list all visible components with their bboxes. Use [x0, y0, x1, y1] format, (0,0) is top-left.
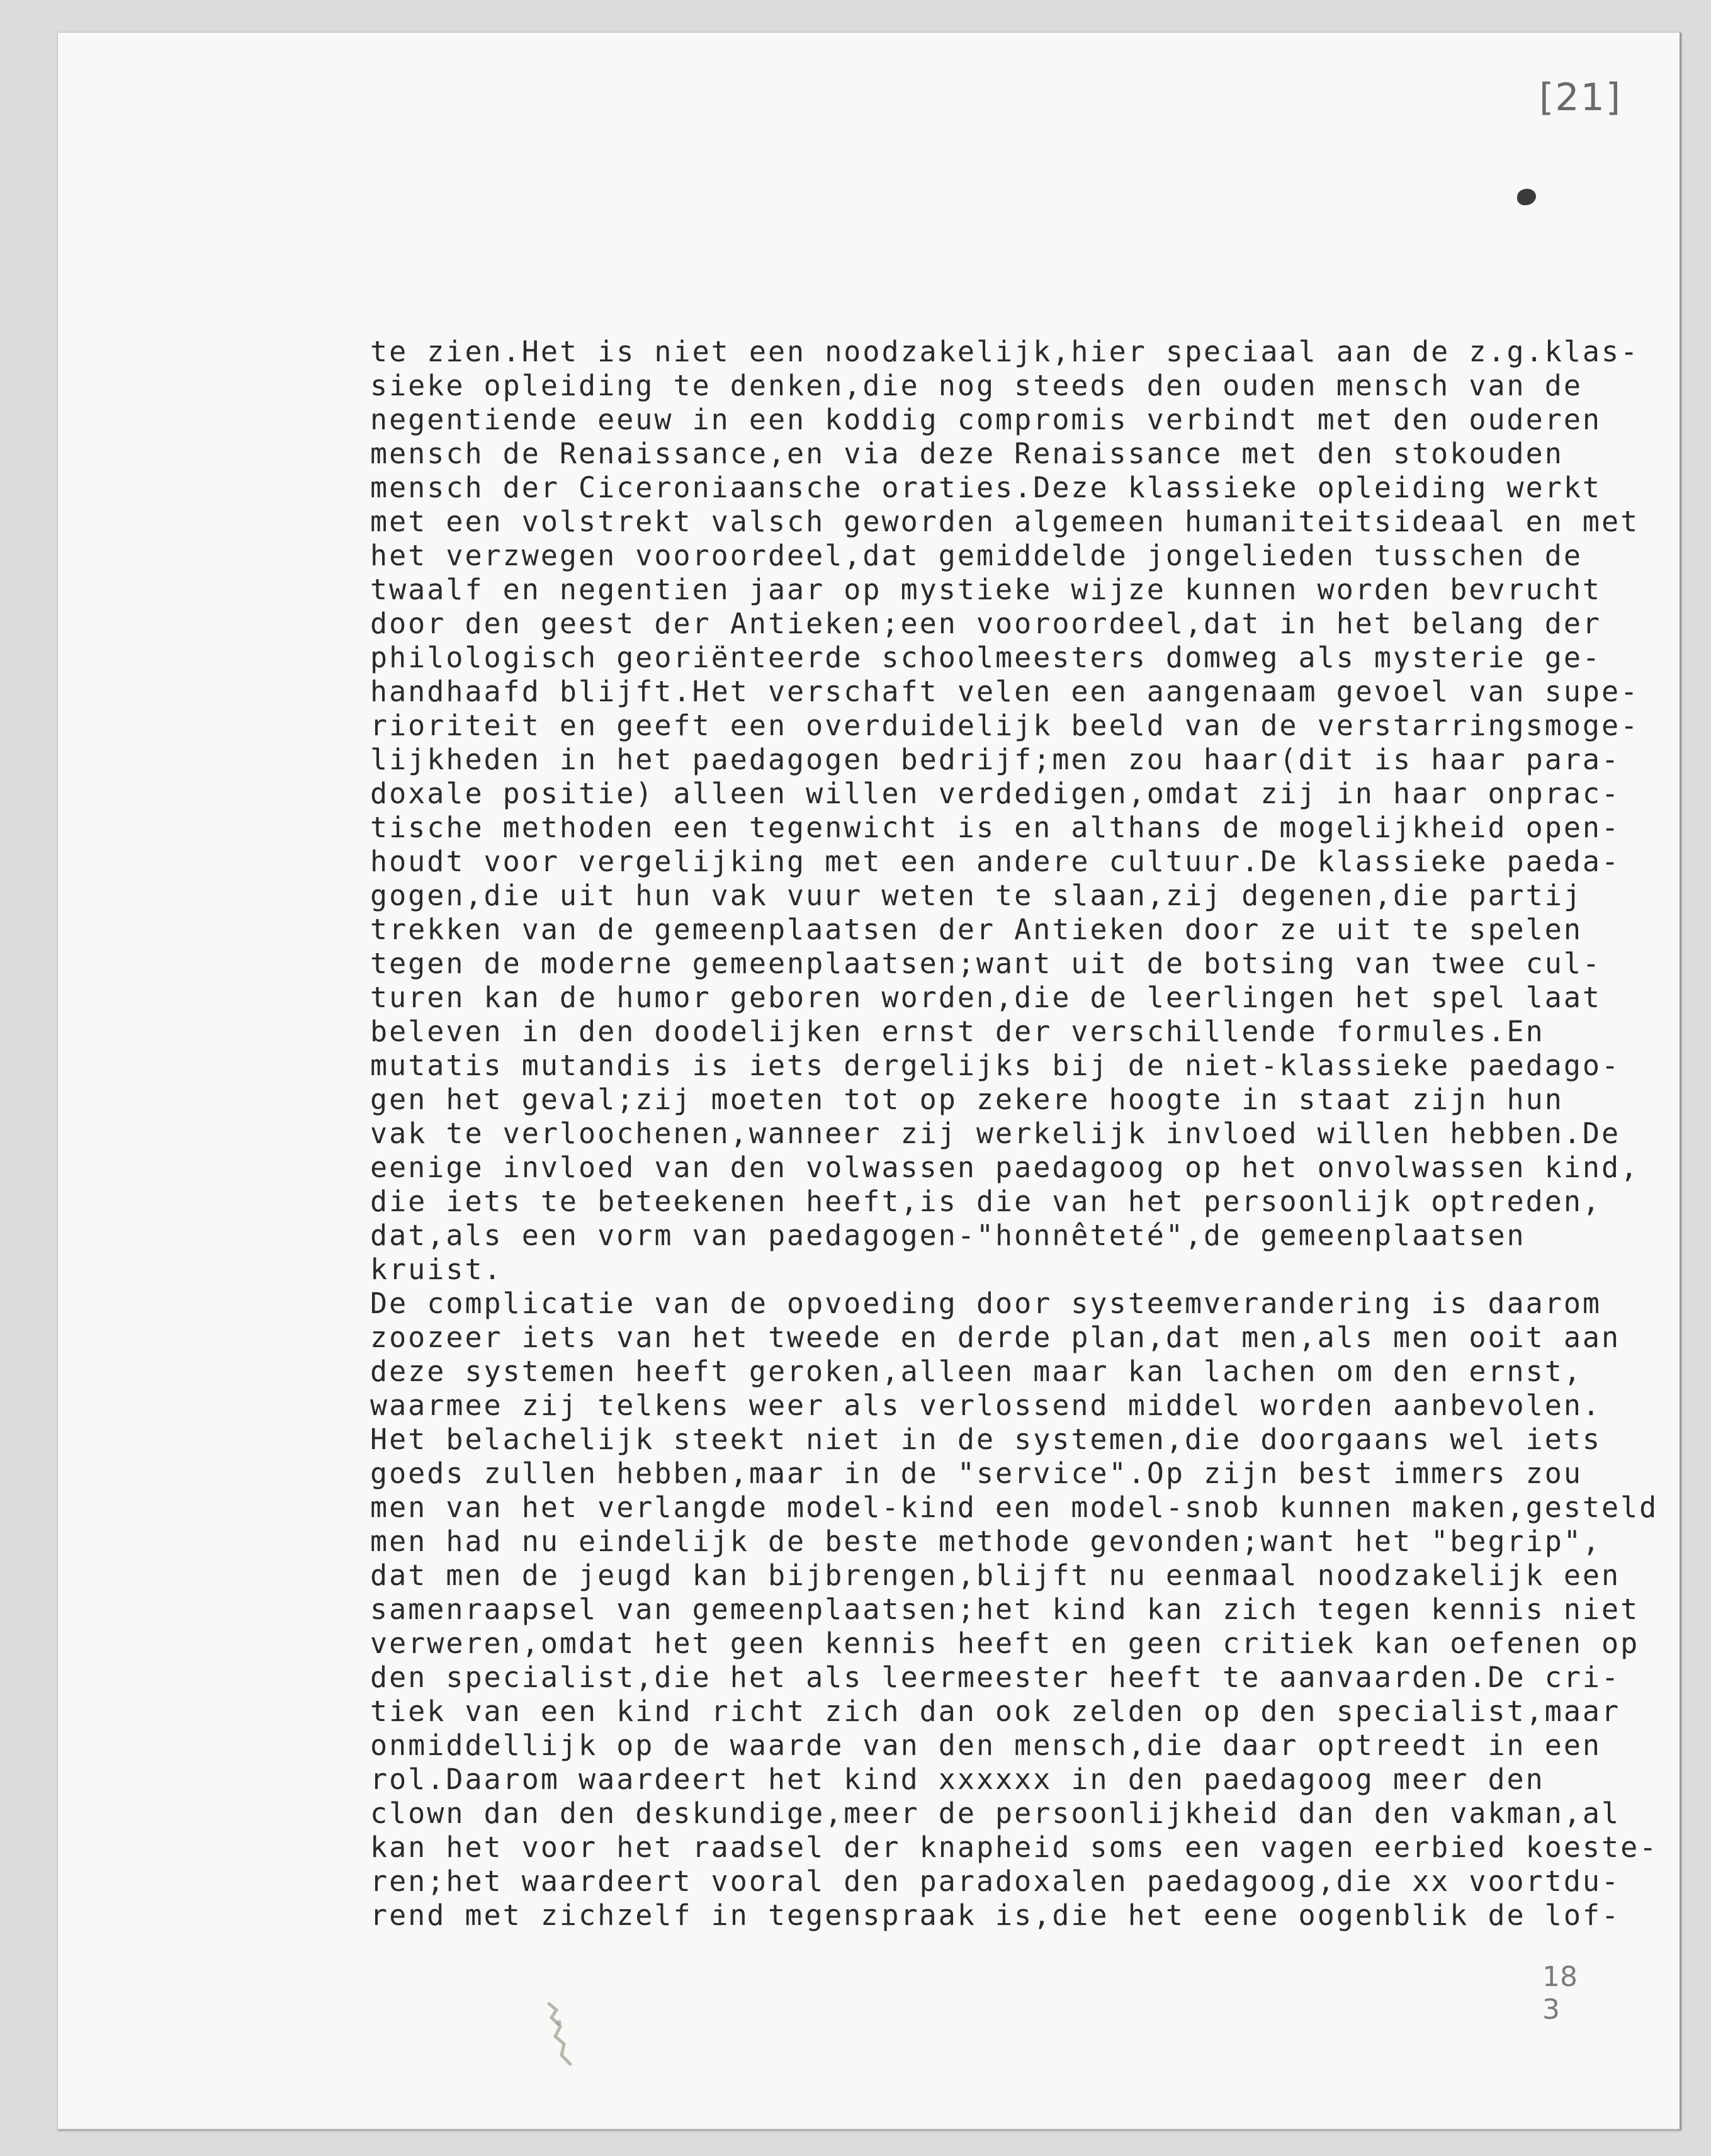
typed-line: trekken van de gemeenplaatsen der Antieken door ze uit te spelen	[370, 913, 1583, 946]
typed-line: mensch der Ciceroniaansche oraties.Deze klassieke opleiding werkt	[370, 471, 1601, 504]
typed-line: goeds zullen hebben,maar in de "service".Op zijn best immers zou	[370, 1457, 1583, 1490]
typed-line: men van het verlangde model-kind een model-snob kunnen maken,gesteld	[370, 1491, 1659, 1524]
typed-line: clown dan den deskundige,meer de persoonlijkheid dan den vakman,al	[370, 1797, 1621, 1830]
typed-line: gogen,die uit hun vak vuur weten te slaan,zij degenen,die partij	[370, 879, 1583, 912]
typed-line: eenige invloed van den volwassen paedagoog op het onvolwassen kind,	[370, 1151, 1640, 1184]
typed-line: deze systemen heeft geroken,alleen maar kan lachen om den ernst,	[370, 1355, 1583, 1388]
typed-line: twaalf en negentien jaar op mystieke wijze kunnen worden bevrucht	[370, 573, 1601, 606]
handwritten-margin-note	[1542, 1961, 1578, 2026]
page-number: [21]	[1539, 76, 1622, 120]
typed-line: rend met zichzelf in tegenspraak is,die het eene oogenblik de lof-	[370, 1899, 1621, 1932]
typed-line: houdt voor vergelijking met een andere cultuur.De klassieke paeda-	[370, 845, 1621, 878]
typed-line: kruist.	[370, 1253, 503, 1286]
typed-line: te zien.Het is niet een noodzakelijk,hier speciaal aan de z.g.klas-	[370, 335, 1640, 368]
typed-line: sieke opleiding te denken,die nog steeds den ouden mensch van de	[370, 369, 1583, 402]
typed-line: met een volstrekt valsch geworden algemeen humaniteitsideaal en met	[370, 505, 1640, 538]
typed-body-text	[370, 335, 1667, 1933]
typed-line: verweren,omdat het geen kennis heeft en geen critiek kan oefenen op	[370, 1627, 1640, 1660]
typed-line: tiek van een kind richt zich dan ook zelden op den specialist,maar	[370, 1695, 1621, 1728]
typed-line: philologisch georiënteerde schoolmeesters domweg als mysterie ge-	[370, 641, 1601, 674]
typed-line: die iets te beteekenen heeft,is die van het persoonlijk optreden,	[370, 1185, 1601, 1218]
typed-line: samenraapsel van gemeenplaatsen;het kind kan zich tegen kennis niet	[370, 1593, 1640, 1626]
typed-line: door den geest der Antieken;een vooroordeel,dat in het belang der	[370, 607, 1601, 640]
typed-line: het verzwegen vooroordeel,dat gemiddelde jongelieden tusschen de	[370, 539, 1583, 572]
typed-line: ren;het waardeert vooral den paradoxalen paedagoog,die xx voortdu-	[370, 1865, 1621, 1898]
typed-line: lijkheden in het paedagogen bedrijf;men zou haar(dit is haar para-	[370, 743, 1621, 776]
typed-line: Het belachelijk steekt niet in de systemen,die doorgaans wel iets	[370, 1423, 1601, 1456]
typed-line: den specialist,die het als leermeester heeft te aanvaarden.De cri-	[370, 1661, 1621, 1694]
typed-line: zoozeer iets van het tweede en derde plan,dat men,als men ooit aan	[370, 1321, 1621, 1354]
typed-line: tegen de moderne gemeenplaatsen;want uit de botsing van twee cul-	[370, 947, 1601, 980]
typed-line: tische methoden een tegenwicht is en althans de mogelijkheid open-	[370, 811, 1621, 844]
typed-line: doxale positie) alleen willen verdedigen,omdat zij in haar onprac-	[370, 777, 1621, 810]
typed-line: rioriteit en geeft een overduidelijk beeld van de verstarringsmoge-	[370, 709, 1640, 742]
typed-line: dat,als een vorm van paedagogen-"honnêteté",de gemeenplaatsen	[370, 1219, 1526, 1252]
typed-line: mutatis mutandis is iets dergelijks bij de niet-klassieke paedago-	[370, 1049, 1621, 1082]
typed-line: onmiddellijk op de waarde van den mensch,die daar optreedt in een	[370, 1729, 1601, 1762]
typed-line: vak te verloochenen,wanneer zij werkelijk invloed willen hebben.De	[370, 1117, 1621, 1150]
typed-line: men had nu eindelijk de beste methode gevonden;want het "begrip",	[370, 1525, 1601, 1558]
typed-line: dat men de jeugd kan bijbrengen,blijft nu eenmaal noodzakelijk een	[370, 1559, 1621, 1592]
typed-line: turen kan de humor geboren worden,die de leerlingen het spel laat	[370, 981, 1601, 1014]
typed-line: handhaafd blijft.Het verschaft velen een aangenaam gevoel van supe-	[370, 675, 1640, 708]
typed-line: rol.Daarom waardeert het kind xxxxxx in den paedagoog meer den	[370, 1763, 1545, 1796]
typed-line: negentiende eeuw in een koddig compromis verbindt met den ouderen	[370, 403, 1601, 436]
typed-line: waarmee zij telkens weer als verlossend middel worden aanbevolen.	[370, 1389, 1601, 1422]
typed-line: De complicatie van de opvoeding door systeemverandering is daarom	[370, 1287, 1601, 1320]
typed-line: gen het geval;zij moeten tot op zekere hoogte in staat zijn hun	[370, 1083, 1564, 1116]
typed-line: beleven in den doodelijken ernst der verschillende formules.En	[370, 1015, 1545, 1048]
typed-line: mensch de Renaissance,en via deze Renaissance met den stokouden	[370, 437, 1564, 470]
pencil-smudge	[543, 1999, 580, 2068]
typed-line: kan het voor het raadsel der knapheid soms een vagen eerbied koeste-	[370, 1831, 1659, 1864]
margin-note-line: 18	[1542, 1961, 1578, 1993]
margin-note-line: 3	[1542, 1994, 1560, 2026]
